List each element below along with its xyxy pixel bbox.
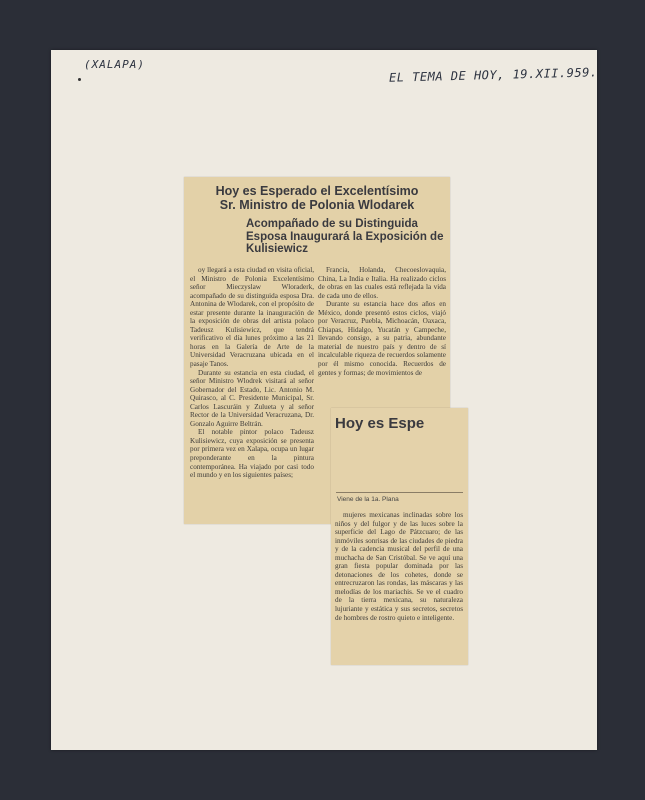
headline-line-2: Sr. Ministro de Polonia Wlodarek: [219, 198, 415, 212]
paragraph: Francia, Holanda, Checoeslovaquia, China, La India e Italia. Ha realizado ciclos de obras en las cuales está reflejada la vida de cada uno de ellos.: [318, 266, 446, 300]
clipping-headline: [190, 184, 444, 212]
handwritten-city-note: (XALAPA): [84, 58, 145, 71]
divider: [336, 492, 463, 493]
headline-line-1: Hoy es Esperado el Excelentísimo: [215, 184, 419, 198]
paragraph: oy llegará a esta ciudad en visita oficial, el Ministro de Polonia Excelentísimo señor Mieczyslaw Wloraderk, acompañado de su distinguida esposa Dra. Antonina de Wlodarek, con el propósito de estar presente durante la inauguración de la exposición de obras del artista polaco Tadeusz Kulisiewicz, que tendrá verificativo el día lunes próximo a las 21 horas en la Galería de Arte de la Universidad Veracruzana ubicada en el pasaje Tanos.: [190, 266, 314, 369]
continuation-headline: Hoy es Espe: [335, 415, 425, 432]
clipping-subhead: Acompañado de su Distinguida Esposa Inaugurará la Exposición de Kulisiewicz: [246, 218, 444, 255]
paragraph: El notable pintor polaco Tadeusz Kulisiewicz, cuya exposición se presenta por primera vez en Xalapa, ocupa un lugar preponderante en la pintura contemporánea. Ha viajado por casi todo el mundo y en los siguientes países;: [190, 428, 314, 480]
paragraph: mujeres mexicanas inclinadas sobre los niños y del fulgor y de las luces sobre la superficie del Lago de Pátzcuaro; de las inmóviles sonrisas de las ciudades de piedra y de la cadencia musical del perfil de una muchacha de San Cristóbal. Se ve aquí una gran fiesta popular dominada por las detonaciones de los cohetes, donde se entrecruzaron las rondas, las máscaras y las melodías de los mariachis. Se ve el cuadro de la tierra mexicana, su naturaleza lujuriante y estática y sus secretos, secretos de hombres de rostro quieto e inteligente.: [335, 511, 463, 622]
newspaper-clipping-continuation: [331, 408, 468, 665]
continuation-column: [335, 511, 463, 661]
pencil-mark: [78, 78, 81, 81]
continuation-byline: Viene de la 1a. Plana: [337, 496, 399, 503]
paragraph: Durante su estancia hace dos años en México, donde presentó estos ciclos, viajó por Veracruz, Puebla, Michoacán, Oaxaca, Chiapas, Hidalgo, Yucatán y Campeche, llevando consigo, a su patria, abundante material de nuestro país y dentro de sí incalculable riqueza de recuerdos solamente por él mismo conocida. Recuerdos de gentes y formas; de movimientos de: [318, 300, 446, 377]
article-column-1: [190, 266, 314, 520]
archive-sheet: [51, 50, 597, 750]
paragraph: Durante su estancia en esta ciudad, el señor Ministro Wlodrek visitará al señor Gobernador del Estado, Lic. Antonio M. Quirasco, al C. Presidente Municipal, Sr. Carlos Lascuráin y Zulueta y al señor Rector de la Universidad Veracruzana, Dr. Gonzalo Aguirre Beltrán.: [190, 368, 314, 428]
handwritten-source-date: EL TEMA DE HOY, 19.XII.959.: [388, 65, 598, 85]
